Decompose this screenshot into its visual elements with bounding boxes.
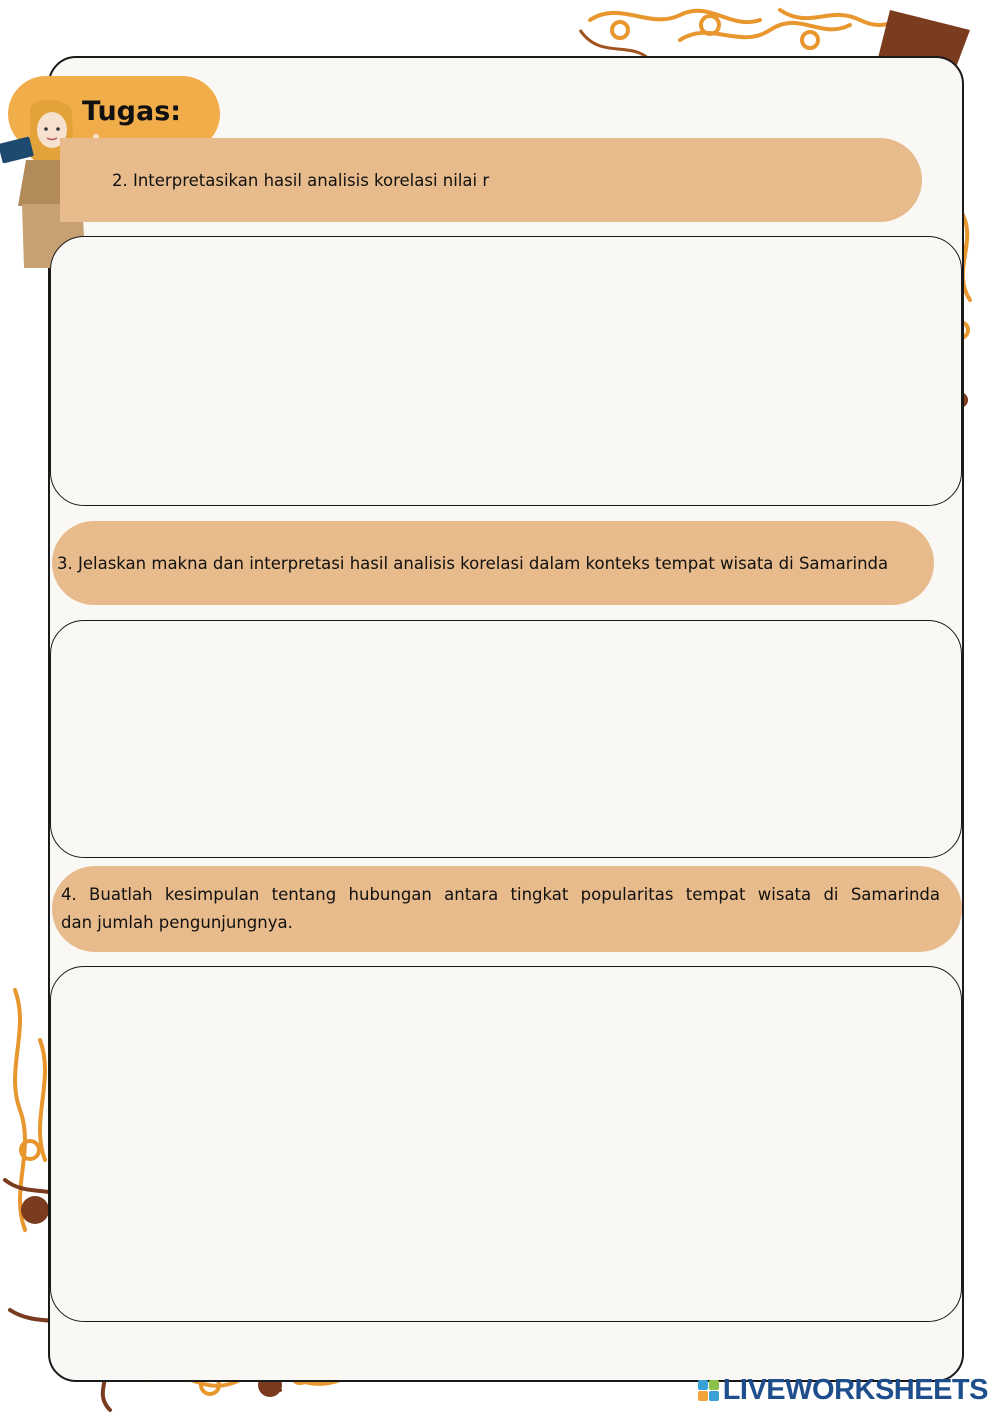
question-2-bar bbox=[60, 138, 922, 222]
brand-label: LIVEWORKSHEETS bbox=[722, 1373, 988, 1406]
question-2-text: 2. Interpretasikan hasil analisis korelasi nilai r bbox=[112, 170, 490, 190]
question-4-text-line2: dan jumlah pengunjungnya. bbox=[61, 913, 293, 932]
question-4-bar bbox=[52, 866, 962, 952]
page-title: Tugas: bbox=[82, 96, 182, 127]
answer-box-3[interactable] bbox=[50, 620, 962, 858]
liveworksheets-logo-icon bbox=[698, 1380, 719, 1401]
question-4-text-line1: 4. Buatlah kesimpulan tentang hubungan antara tingkat popularitas tempat wisata di Samarinda bbox=[61, 885, 940, 904]
answer-box-2[interactable] bbox=[50, 236, 962, 506]
question-3-bar bbox=[52, 521, 934, 605]
answer-box-4[interactable] bbox=[50, 966, 962, 1322]
question-3-text: 3. Jelaskan makna dan interpretasi hasil analisis korelasi dalam konteks tempat wisata di Samarinda bbox=[57, 553, 889, 573]
liveworksheets-brand[interactable] bbox=[698, 1373, 988, 1407]
